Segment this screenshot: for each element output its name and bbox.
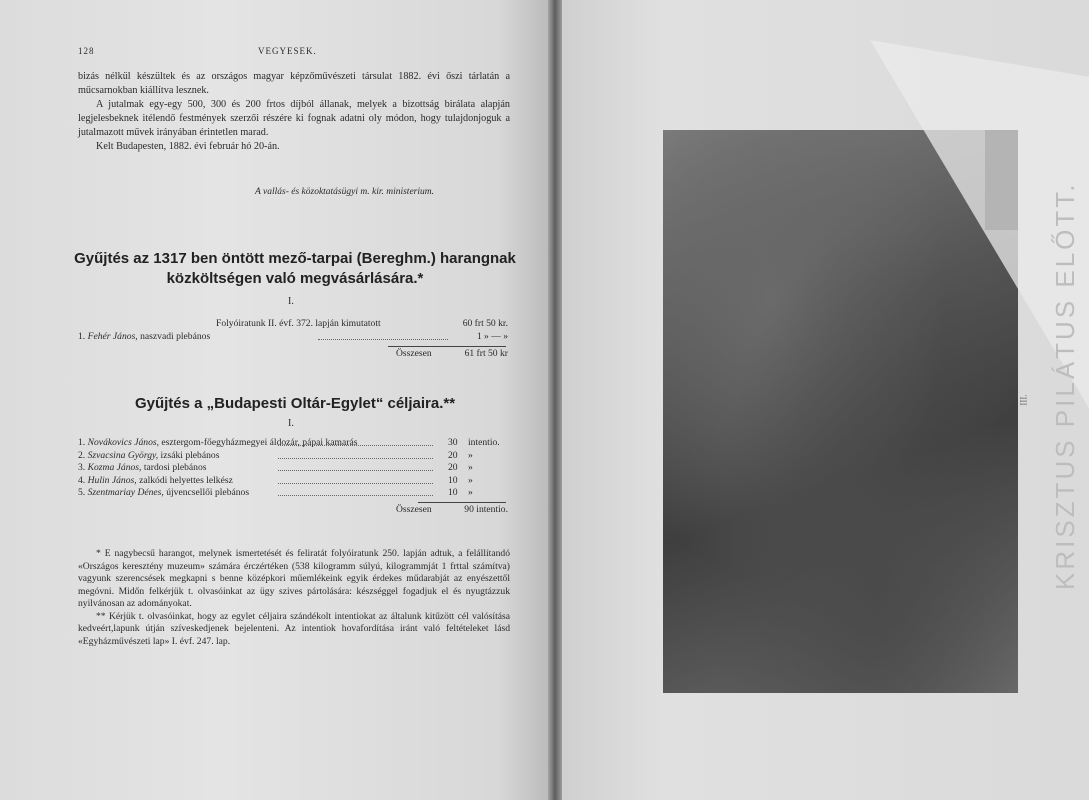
running-head-title: VEGYESEK. bbox=[258, 46, 317, 56]
entry-number: 2. bbox=[78, 449, 86, 461]
footnote: ** Kérjük t. olvasóinkat, hogy az egylet céljaira szándékolt intentiokat az általunk kitűzött cél valósítása kedveért,lapunk útján szíveskedjenek bejelenteni. Az intentiok hovafordítása iránt való feltételeket lásd «Egyházművészeti lap» I. évf. 247. lap. bbox=[78, 610, 510, 647]
plate-photograph bbox=[663, 130, 1018, 693]
list-item bbox=[78, 318, 508, 331]
footnote: * E nagybecsű harangot, melynek ismertetését és feliratát folyóiratunk 250. lapján adtuk, a felállítandó «Országos keresztény muzeum» számára érczértéken (538 kilogramm súlyú, kilogrammját 1 frttal számítva) vagyunk szerencsések megkapni s benne középkori műemlékeink egyik érdekes műdarabját az enyészettől megóvni. Midőn felkérjük t. olvasóinkat az ügy szives pártolására: készséggel fogadjuk el és nyugtázzuk nyilvánosan az adományokat. bbox=[78, 548, 510, 609]
signature: A vallás- és közoktatásügyi m. kir. ministerium. bbox=[255, 187, 434, 197]
plate-number: III. bbox=[1018, 394, 1029, 406]
entry-desc: tardosi plebános bbox=[143, 462, 207, 473]
total-amount: 61 frt 50 kr bbox=[464, 348, 508, 359]
entry-name: Hulin János, bbox=[87, 474, 137, 486]
entry-number: 5. bbox=[78, 487, 86, 498]
entry-text bbox=[78, 487, 249, 498]
entry-text bbox=[78, 437, 357, 448]
total-row bbox=[78, 504, 508, 517]
entry-amount: 20 bbox=[448, 449, 458, 461]
leader-dots bbox=[278, 458, 433, 459]
total-amount: 90 intentio. bbox=[464, 504, 508, 515]
entry-name: Kozma János, bbox=[87, 462, 142, 473]
leader-dots bbox=[278, 483, 433, 484]
sum-rule bbox=[418, 502, 506, 503]
list-item bbox=[78, 462, 508, 475]
section1-roman: I. bbox=[288, 296, 294, 307]
section1-list bbox=[78, 318, 508, 343]
total-label: Összesen bbox=[396, 348, 432, 359]
carry-amount: 60 frt 50 kr. bbox=[462, 318, 508, 329]
total-row bbox=[78, 348, 508, 361]
entry-text bbox=[78, 475, 233, 486]
entry-name: Szentmariay Dénes, bbox=[87, 487, 164, 498]
sum-rule bbox=[388, 346, 506, 347]
section2-roman: I. bbox=[288, 418, 294, 429]
entry-desc: naszvadi plebános bbox=[140, 330, 211, 342]
entry-desc: újvencsellői plebános bbox=[166, 487, 250, 498]
leader-dots bbox=[278, 470, 433, 471]
section1-total bbox=[78, 348, 508, 361]
entry-text bbox=[78, 462, 206, 473]
entry-unit: intentio. bbox=[468, 437, 500, 448]
page-number: 128 bbox=[78, 46, 95, 56]
paragraph: A jutalmak egy-egy 500, 300 és 200 frtos díjból állanak, melyek a bizottság birálata alapján legjelesbeknek itélendő festmények szerzői részére ki fognak adatni oly módon, hogy tulajdonjoguk a jutalmazott művek irányában érintetlen marad. bbox=[78, 99, 510, 138]
book-gutter bbox=[548, 0, 562, 800]
entry-text bbox=[78, 331, 210, 342]
section1-title-line2: közköltségen való megvásárlására.* bbox=[166, 270, 424, 287]
list-item bbox=[78, 475, 508, 488]
list-item bbox=[78, 450, 508, 463]
entry-amount: 1 » — » bbox=[476, 330, 508, 342]
total-label: Összesen bbox=[396, 504, 432, 515]
list-item bbox=[78, 487, 508, 500]
entry-number: 4. bbox=[78, 474, 86, 486]
entry-name: Fehér János, bbox=[87, 330, 138, 342]
leader-dots bbox=[278, 495, 433, 496]
entry-amount: 20 bbox=[448, 462, 458, 473]
section1-title-line1: Gyűjtés az 1317 ben öntött mező-tarpai (Bereghm.) harangnak bbox=[74, 250, 516, 267]
entry-number: 1. bbox=[78, 437, 86, 448]
entry-desc: izsáki plebános bbox=[160, 449, 220, 461]
entry-unit: » bbox=[468, 449, 473, 461]
opening-text bbox=[78, 70, 510, 154]
section2-title: Gyűjtés a „Budapesti Oltár-Egylet“ céljaira.** bbox=[134, 395, 456, 412]
entry-desc: zalkódi helyettes lelkész bbox=[139, 474, 233, 486]
footnotes bbox=[78, 548, 510, 648]
entry-amount: 10 bbox=[448, 474, 458, 486]
entry-name: Novákovics János, bbox=[87, 437, 160, 448]
entry-unit: » bbox=[468, 474, 473, 486]
entry-text bbox=[78, 450, 219, 461]
paragraph: bizás nélkül készültek és az országos magyar képzőművészeti társulat 1882. évi őszi tárlatán a műcsarnokban kiállítva lesznek. bbox=[78, 71, 510, 96]
plate-title: KRISZTUS PILÁTUS ELŐTT. bbox=[1050, 181, 1080, 590]
entry-unit: » bbox=[468, 487, 473, 498]
entry-unit: » bbox=[468, 462, 473, 473]
entry-number: 3. bbox=[78, 462, 86, 473]
entry-name: Szvacsina György, bbox=[87, 449, 159, 461]
section2-total bbox=[78, 504, 508, 517]
leader-dots bbox=[318, 339, 448, 340]
paragraph: Kelt Budapesten, 1882. évi február hó 20-án. bbox=[96, 141, 280, 152]
entry-amount: 30 bbox=[448, 437, 458, 448]
list-item bbox=[78, 331, 508, 344]
list-item bbox=[78, 437, 508, 450]
section2-list bbox=[78, 437, 508, 500]
entry-amount: 10 bbox=[448, 487, 458, 498]
entry-desc: esztergom-főegyházmegyei áldozár, pápai kamarás bbox=[161, 437, 358, 448]
carry-label: Folyóiratunk II. évf. 372. lapján kimutatott bbox=[216, 318, 381, 329]
entry-number: 1. bbox=[78, 330, 86, 342]
